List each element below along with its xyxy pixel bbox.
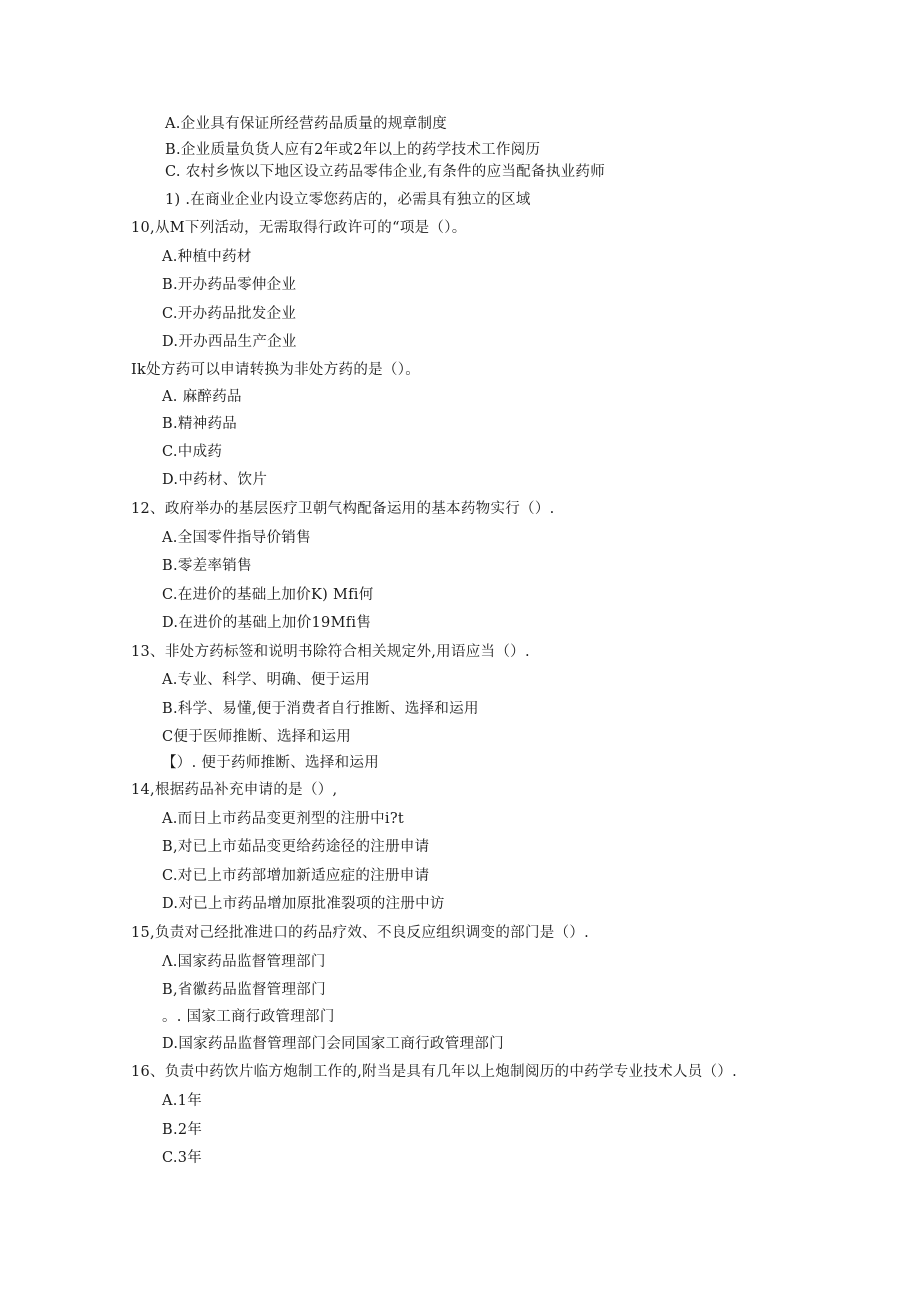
q14-option-b: B,对已上市茹品变更给药途径的注册申请 <box>162 839 430 855</box>
q14-option-a: A.而日上市药品变更剂型的注册中i?t <box>162 811 405 827</box>
q15-option-a: Λ.国家药品监督管理部门 <box>162 954 326 970</box>
q10-option-d: D.开办西品生产企业 <box>162 334 297 350</box>
question-11: Ik处方药可以申请转换为非处方药的是（）。 <box>131 362 421 378</box>
question-14: 14,根据药品补充申请的是（）, <box>131 782 338 798</box>
q11-option-d: D.中药材、饮片 <box>162 472 268 488</box>
q16-option-a: A.1年 <box>162 1093 203 1109</box>
q10-option-b: B.开办药品零伸企业 <box>162 277 297 293</box>
option-b-text: B.企业质量负货人应有2年或2年以上的药学技术工作阅历 <box>165 142 541 158</box>
q11-option-b: B.精神药品 <box>162 416 238 432</box>
q12-option-a: A.全国零件指导价销售 <box>162 530 311 546</box>
option-a-text: A.企业具有保证所经营药品质量的规章制度 <box>165 116 448 132</box>
q12-option-d: D.在进价的基础上加价19Mfi售 <box>162 615 372 631</box>
option-c-text: C. 农村乡恢以下地区设立药品零伟企业,有条件的应当配备执业药师 <box>165 164 606 180</box>
q15-option-b: B,省徽药品监督管理部门 <box>162 982 326 998</box>
q10-option-a: A.种植中药材 <box>162 249 252 265</box>
q11-option-a: A. 麻醉药品 <box>162 389 242 405</box>
q16-option-c: C.3年 <box>162 1150 203 1166</box>
question-12: 12、政府举办的基层医疗卫朝气构配备运用的基本药物实行（）. <box>131 501 555 517</box>
q15-option-c: 。. 国家工商行政管理部门 <box>162 1009 335 1025</box>
question-15: 15,负责对己经批准进口的药品疗效、不良反应组织调变的部门是（）. <box>131 925 590 941</box>
q11-option-c: C.中成药 <box>162 444 223 460</box>
q13-option-a: A.专业、科学、明确、便于运用 <box>162 672 371 688</box>
option-d-text: 1) .在商业企业内设立零您药店的，必需具有独立的区域 <box>165 192 531 208</box>
q14-option-c: C.对已上市药部增加新适应症的注册申请 <box>162 868 430 884</box>
q14-option-d: D.对已上市药品增加原批准裂项的注册中访 <box>162 896 445 912</box>
q10-option-c: C.开办药品批发企业 <box>162 306 297 322</box>
q13-option-c: C便于医师推断、选择和运用 <box>162 729 351 745</box>
question-16: 16、负责中药饮片临方炮制工作的,附当是具有几年以上炮制阅历的中药学专业技术人员（）. <box>131 1064 738 1080</box>
question-13: 13、非处方药标签和说明书除符合相关规定外,用语应当（）. <box>131 644 530 660</box>
q13-option-d: 【）. 便于药师推断、选择和运用 <box>162 755 380 771</box>
q16-option-b: B.2年 <box>162 1122 203 1138</box>
q12-option-b: B.零差率销售 <box>162 558 252 574</box>
q12-option-c: C.在进价的基础上加价K) Mfi何 <box>162 587 374 603</box>
q15-option-d: D.国家药品监督管理部门会同国家工商行政管理部门 <box>162 1036 504 1052</box>
q13-option-b: B.科学、易懂,便于消费者自行推断、选择和运用 <box>162 701 479 717</box>
question-10: 10,从M下列活动，无需取得行政许可的“项是（）。 <box>131 220 467 236</box>
